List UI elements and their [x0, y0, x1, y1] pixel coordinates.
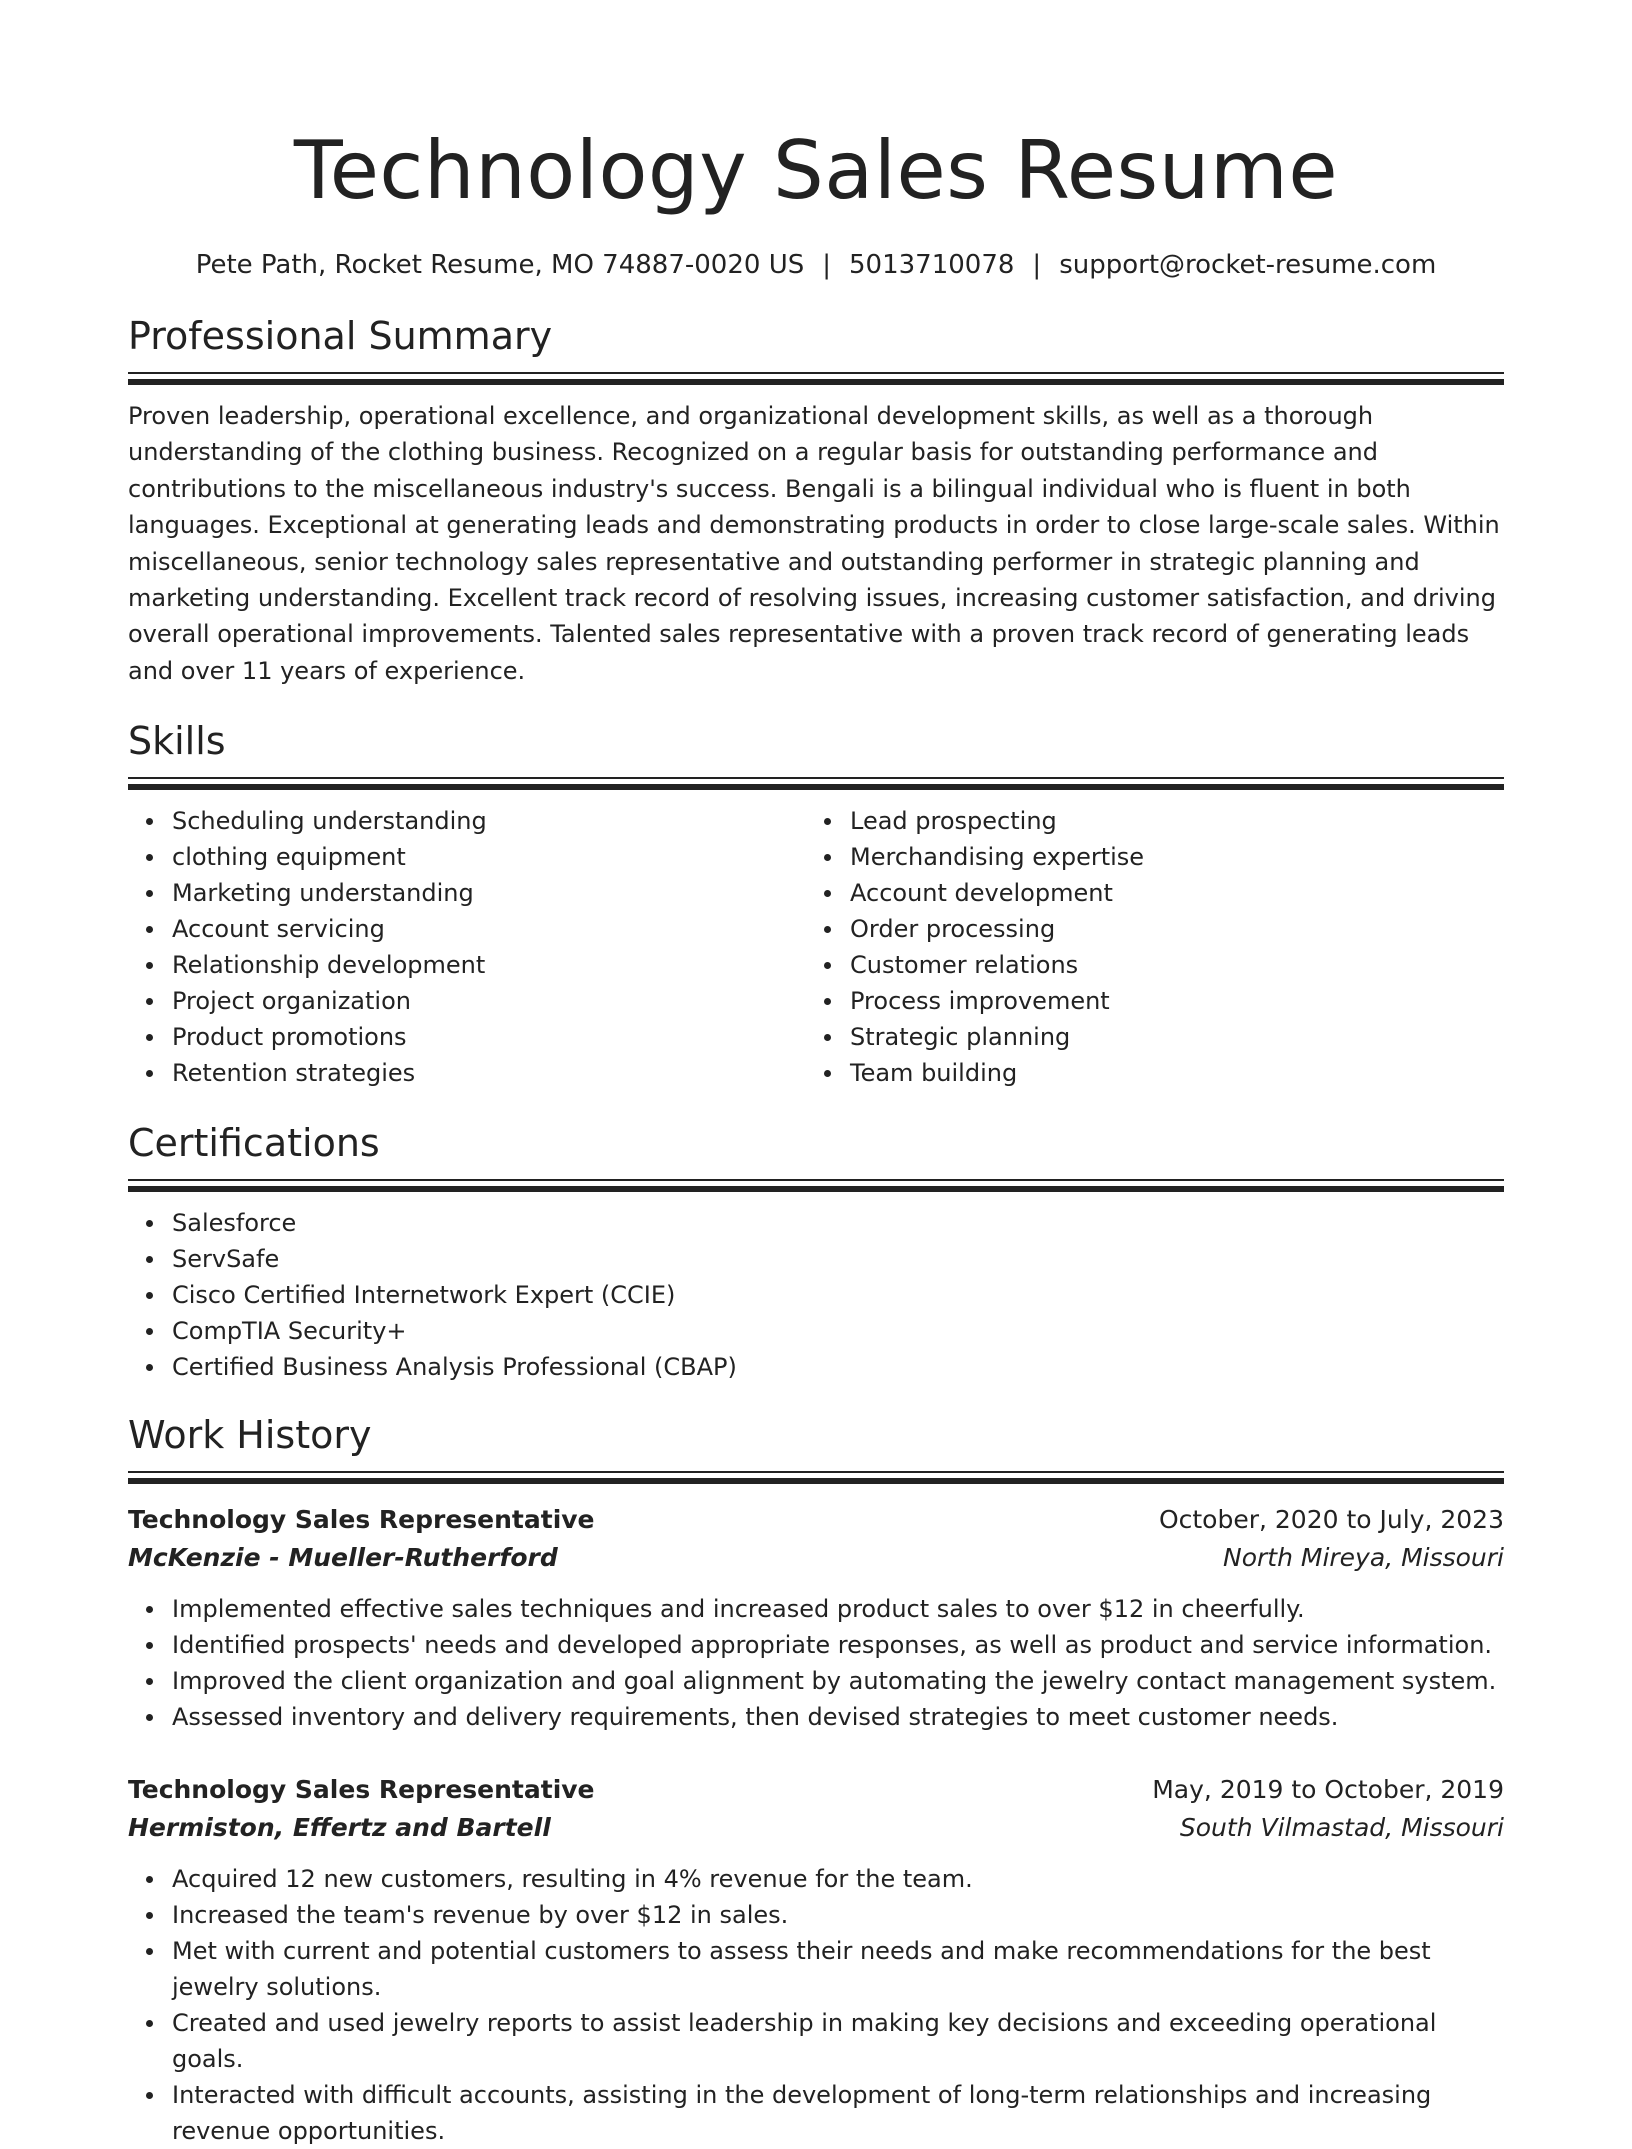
list-item: Account development — [850, 875, 1484, 911]
section-heading: Work History — [128, 1413, 372, 1458]
summary-text: Proven leadership, operational excellence, and organizational development skills, as well as a thorough understanding of the clothing business. Recognized on a regular basis for outstanding performance and contributions to the miscellaneous industry's success. Bengali is a bilingual individual who is fluent in both languages. Exceptional at generating leads and demonstrating products in order to close large-scale sales. Within miscellaneous, senior technology sales representative and outstanding performer in strategic planning and marketing understanding. Excellent track record of resolving issues, increasing customer satisfaction, and driving overall operational improvements. Talented sales representative with a proven track record of generating leads and over 11 years of experience. — [128, 402, 1500, 685]
job-duties-list — [128, 1591, 1504, 1735]
list-item: Certified Business Analysis Professional (CBAP) — [172, 1349, 1504, 1385]
list-item: Customer relations — [850, 947, 1484, 983]
certifications-list — [128, 1205, 1504, 1385]
skills-list-left — [128, 803, 806, 1091]
job-duties-list — [128, 1861, 1504, 2149]
list-item: Lead prospecting — [850, 803, 1484, 839]
contact-separator: | — [1032, 250, 1042, 280]
work-history-section — [128, 1411, 1504, 2149]
list-item: Marketing understanding — [172, 875, 806, 911]
job-entry — [128, 1771, 1504, 2149]
list-item: Cisco Certified Internetwork Expert (CCIE) — [172, 1277, 1504, 1313]
list-item: Account servicing — [172, 911, 806, 947]
job-company: McKenzie - Mueller-Rutherford — [128, 1543, 558, 1573]
job-title: Technology Sales Representative — [128, 1505, 595, 1535]
job-company: Hermiston, Effertz and Bartell — [128, 1813, 551, 1843]
job-company-row — [128, 1809, 1504, 1847]
section-heading: Professional Summary — [128, 314, 553, 358]
job-dates: October, 2020 to July, 2023 — [1158, 1505, 1504, 1535]
list-item: Improved the client organization and goal alignment by automating the jewelry contact management system. — [172, 1663, 1504, 1699]
list-item: Process improvement — [850, 983, 1484, 1019]
job-location: South Vilmastad, Missouri — [1179, 1813, 1504, 1843]
list-item: Order processing — [850, 911, 1484, 947]
job-header-row — [128, 1771, 1504, 1809]
list-item: Interacted with difficult accounts, assisting in the development of long-term relationships and increasing revenue opportunities. — [172, 2077, 1504, 2149]
contact-line — [128, 248, 1504, 282]
contact-email: support@rocket-resume.com — [1059, 250, 1437, 280]
list-item: CompTIA Security+ — [172, 1313, 1504, 1349]
certifications-section — [128, 1119, 1504, 1385]
resume-page — [128, 0, 1504, 2149]
job-company-row — [128, 1539, 1504, 1577]
skills-list-right — [806, 803, 1484, 1091]
section-heading: Skills — [128, 719, 226, 764]
job-location: North Mireya, Missouri — [1223, 1543, 1504, 1573]
skills-section — [128, 717, 1504, 1091]
job-title: Technology Sales Representative — [128, 1775, 595, 1805]
contact-address: Pete Path, Rocket Resume, MO 74887-0020 US — [195, 250, 805, 280]
contact-separator: | — [822, 250, 831, 280]
section-divider — [128, 1179, 1504, 1193]
section-divider — [128, 777, 1504, 791]
list-item: Project organization — [172, 983, 806, 1019]
list-item: Salesforce — [172, 1205, 1504, 1241]
list-item: Retention strategies — [172, 1055, 806, 1091]
list-item: Identified prospects' needs and developed appropriate responses, as well as product and service information. — [172, 1627, 1504, 1663]
list-item: Team building — [850, 1055, 1484, 1091]
contact-phone: 5013710078 — [849, 250, 1015, 280]
list-item: ServSafe — [172, 1241, 1504, 1277]
job-dates: May, 2019 to October, 2019 — [1152, 1775, 1504, 1805]
list-item: Product promotions — [172, 1019, 806, 1055]
skills-columns — [128, 803, 1504, 1091]
professional-summary-section — [128, 312, 1504, 689]
list-item: Met with current and potential customers to assess their needs and make recommendations for the best jewelry solutions. — [172, 1933, 1504, 2005]
list-item: Acquired 12 new customers, resulting in 4% revenue for the team. — [172, 1861, 1504, 1897]
section-divider — [128, 1471, 1504, 1485]
list-item: Scheduling understanding — [172, 803, 806, 839]
list-item: Increased the team's revenue by over $12 in sales. — [172, 1897, 1504, 1933]
list-item: Relationship development — [172, 947, 806, 983]
list-item: clothing equipment — [172, 839, 806, 875]
resume-title: Technology Sales Resume — [293, 124, 1339, 217]
list-item: Implemented effective sales techniques and increased product sales to over $12 in cheerfully. — [172, 1591, 1504, 1627]
list-item: Created and used jewelry reports to assist leadership in making key decisions and exceeding operational goals. — [172, 2005, 1504, 2077]
job-entry — [128, 1501, 1504, 1735]
section-divider — [128, 372, 1504, 386]
job-header-row — [128, 1501, 1504, 1539]
list-item: Strategic planning — [850, 1019, 1484, 1055]
list-item: Merchandising expertise — [850, 839, 1484, 875]
section-heading: Certifications — [128, 1121, 380, 1166]
list-item: Assessed inventory and delivery requirements, then devised strategies to meet customer needs. — [172, 1699, 1504, 1735]
